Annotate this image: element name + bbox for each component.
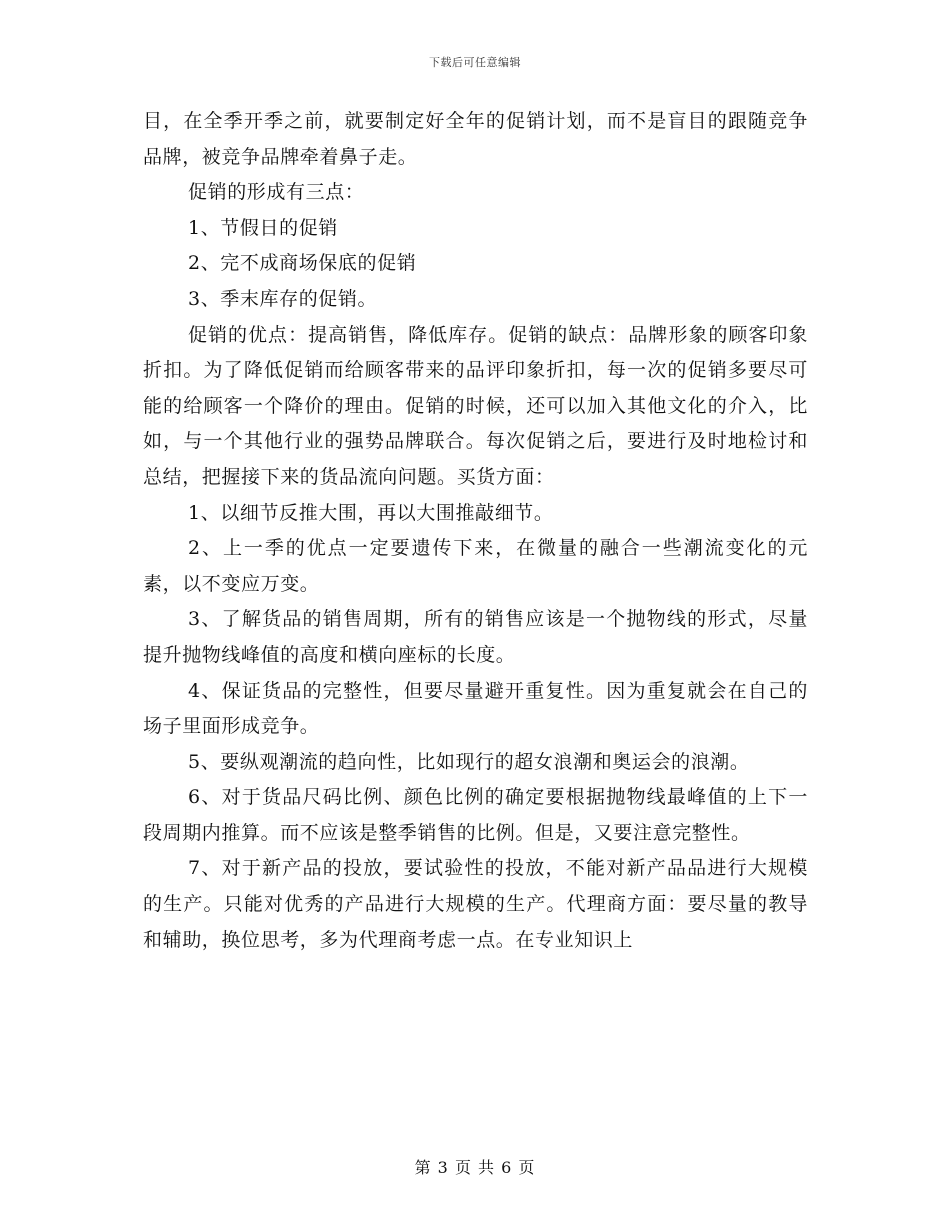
paragraph: 促销的优点：提高销售，降低库存。促销的缺点：品牌形象的顾客印象折扣。为了降低促销而给顾客带来的品评印象折扣，每一次的促销多要尽可能的给顾客一个降价的理由。促销的时候，还可以加入其他文化的介入，比如，与一个其他行业的强势品牌联合。每次促销之后，要进行及时地检讨和总结，把握接下来的货品流向问题。买货方面：	[143, 323, 808, 488]
list-item: 2、完不成商场保底的促销	[188, 252, 417, 275]
list-item: 2、上一季的优点一定要遗传下来，在微量的融合一些潮流变化的元素，以不变应万变。	[143, 537, 808, 595]
paragraph: 目，在全季开季之前，就要制定好全年的促销计划，而不是盲目的跟随竞争品牌，被竞争品牌牵着鼻子走。	[143, 110, 808, 168]
paragraph: 促销的形成有三点：	[188, 181, 365, 204]
list-item: 1、节假日的促销	[188, 216, 338, 239]
page-number: 第 3 页 共 6 页	[414, 1158, 536, 1177]
list-item: 3、了解货品的销售周期，所有的销售应该是一个抛物线的形式，尽量提升抛物线峰值的高度和横向座标的长度。	[143, 608, 808, 666]
list-item: 5、要纵观潮流的趋向性，比如现行的超女浪潮和奥运会的浪潮。	[188, 750, 750, 773]
page-header: 下载后可任意编辑	[429, 56, 521, 69]
list-item: 6、对于货品尺码比例、颜色比例的确定要根据抛物线最峰值的上下一段周期内推算。而不应该是整季销售的比例。但是，又要注意完整性。	[143, 786, 808, 844]
list-item: 1、以细节反推大围，再以大围推敲细节。	[188, 501, 554, 524]
list-item: 4、保证货品的完整性，但要尽量避开重复性。因为重复就会在自己的场子里面形成竞争。	[143, 679, 808, 738]
list-item: 7、对于新产品的投放，要试验性的投放，不能对新产品品进行大规模的生产。只能对优秀的产品进行大规模的生产。代理商方面：要尽量的教导和辅助，换位思考，多为代理商考虑一点。在专业知识上	[143, 857, 808, 951]
list-item: 3、季末库存的促销。	[188, 287, 378, 310]
document-body	[143, 104, 808, 958]
